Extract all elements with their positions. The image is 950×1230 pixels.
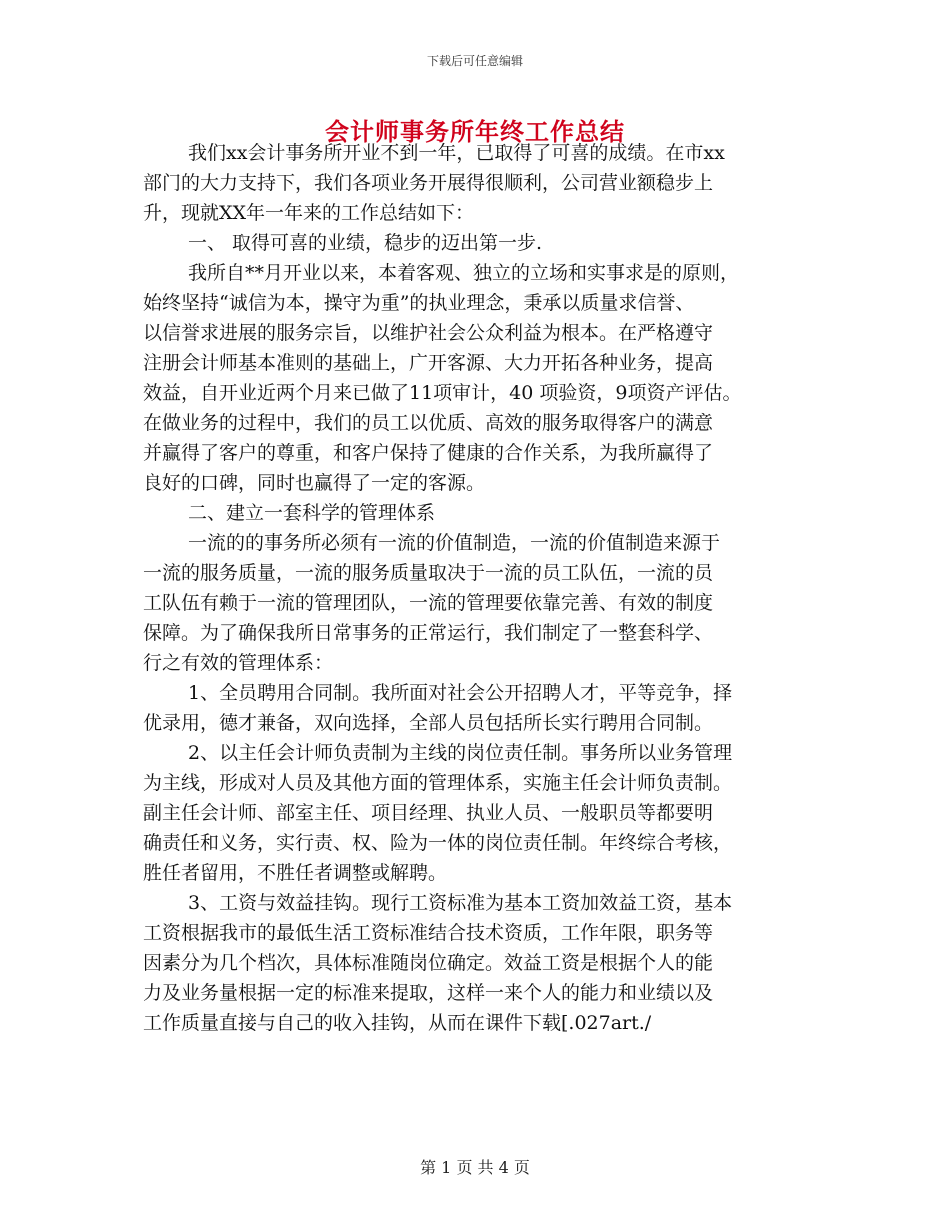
text-line: 部门的大力支持下，我们各项业务开展得很顺利，公司营业额稳步上 xyxy=(143,172,714,194)
text-line: 我们xx会计事务所开业不到一年，已取得了可喜的成绩。在市xx xyxy=(188,142,725,164)
text-line: 为主线，形成对人员及其他方面的管理体系，实施主任会计师负责制。 xyxy=(143,772,733,794)
text-line: 保障。为了确保我所日常事务的正常运行，我们制定了一整套科学、 xyxy=(143,622,714,644)
text-line: 并赢得了客户的尊重，和客户保持了健康的合作关系，为我所赢得了 xyxy=(143,442,714,464)
document-body xyxy=(143,138,823,1038)
text-line: 优录用，德才兼备，双向选择，全部人员包括所长实行聘用合同制。 xyxy=(143,712,714,734)
text-line: 二、建立一套科学的管理体系 xyxy=(188,502,436,524)
text-line: 力及业务量根据一定的标准来提取，这样一来个人的能力和业绩以及 xyxy=(143,982,714,1004)
text-line: 工资根据我市的最低生活工资标准结合技术资质，工作年限，职务等 xyxy=(143,922,714,944)
text-line: 1、全员聘用合同制。我所面对社会公开招聘人才，平等竞争，择 xyxy=(188,682,733,704)
text-line: 一流的的事务所必须有一流的价值制造，一流的价值制造来源于 xyxy=(188,532,721,554)
text-line: 因素分为几个档次，具体标准随岗位确定。效益工资是根据个人的能 xyxy=(143,952,714,974)
text-line: 升，现就XX年一年来的工作总结如下： xyxy=(143,202,475,224)
text-line: 行之有效的管理体系： xyxy=(143,652,334,674)
page-header-note: 下载后可任意编辑 xyxy=(426,54,523,68)
text-line: 始终坚持“诚信为本，操守为重”的执业理念，秉承以质量求信誉、 xyxy=(143,292,695,314)
text-line: 3、工资与效益挂钩。现行工资标准为基本工资加效益工资，基本 xyxy=(188,892,733,914)
text-line: 工作质量直接与自己的收入挂钩，从而在课件下载[.027art./ xyxy=(143,1012,652,1034)
text-line: 副主任会计师、部室主任、项目经理、执业人员、一般职员等都要明 xyxy=(143,802,714,824)
text-line: 以信誉求进展的服务宗旨，以维护社会公众利益为根本。在严格遵守 xyxy=(143,322,714,344)
text-line: 确责任和义务，实行责、权、险为一体的岗位责任制。年终综合考核， xyxy=(143,832,733,854)
text-line: 一流的服务质量，一流的服务质量取决于一流的员工队伍，一流的员 xyxy=(143,562,714,584)
text-line: 胜任者留用，不胜任者调整或解聘。 xyxy=(143,862,448,884)
text-line: 2、以主任会计师负责制为主线的岗位责任制。事务所以业务管理 xyxy=(188,742,733,764)
text-line: 工队伍有赖于一流的管理团队，一流的管理要依靠完善、有效的制度 xyxy=(143,592,714,614)
document-title: 会计师事务所年终工作总结 xyxy=(325,117,625,146)
page-footer-page-number: 第 1 页 共 4 页 xyxy=(420,1158,530,1177)
text-line: 我所自**月开业以来，本着客观、独立的立场和实事求是的原则， xyxy=(188,262,740,284)
text-line: 注册会计师基本准则的基础上，广开客源、大力开拓各种业务，提高 xyxy=(143,352,714,374)
text-line: 一、 取得可喜的业绩，稳步的迈出第一步. xyxy=(188,232,543,254)
text-line: 效益，自开业近两个月来已做了11项审计，40 项验资，9项资产评估。 xyxy=(143,382,742,404)
text-line: 在做业务的过程中，我们的员工以优质、高效的服务取得客户的满意 xyxy=(143,412,714,434)
text-line: 良好的口碑，同时也赢得了一定的客源。 xyxy=(143,472,486,494)
